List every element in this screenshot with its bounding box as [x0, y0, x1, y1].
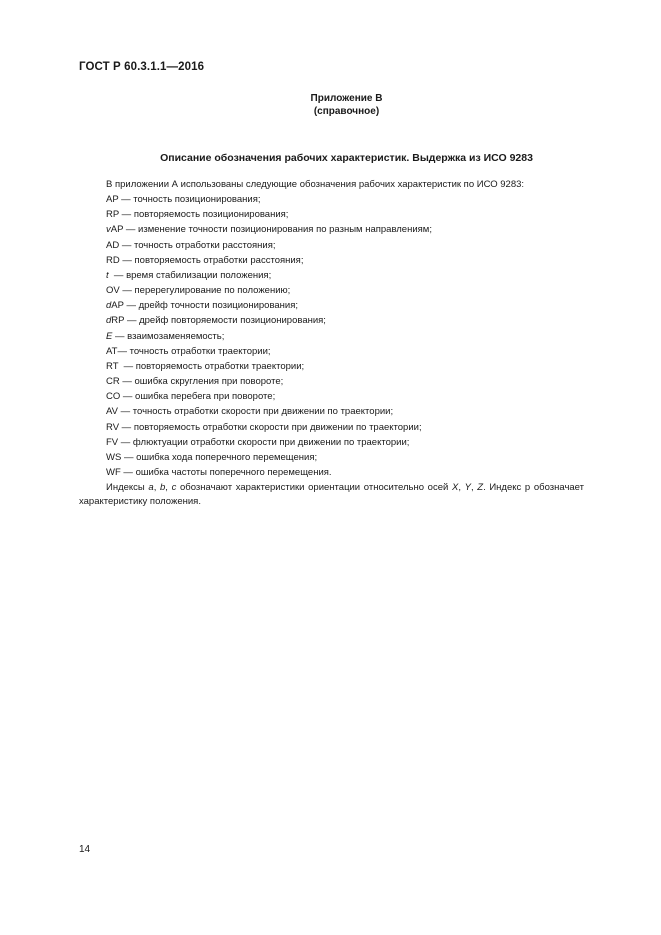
symbol-code: AP [111, 300, 124, 312]
symbol-prefix: E [106, 330, 113, 342]
note-index-b: b [160, 482, 166, 494]
designation-symbol [106, 437, 118, 448]
symbol-code: AP [110, 224, 124, 236]
designation-symbol [106, 406, 118, 417]
document-body [79, 177, 584, 509]
designation-description: ошибка скругления при повороте; [134, 376, 284, 388]
designation-symbol [106, 452, 121, 463]
dash-separator: — [119, 421, 134, 433]
designation-description: дрейф повторяемости позиционирования; [139, 315, 326, 327]
dash-separator: — [117, 345, 130, 357]
designation-description: повторяемость позиционирования; [133, 209, 289, 221]
list-item [79, 359, 584, 374]
symbol-code: AP [106, 194, 119, 206]
designation-symbol [106, 376, 120, 387]
designation-description: флюктуации отработки скорости при движении по траектории; [132, 436, 410, 448]
designation-description: точность отработки расстояния; [133, 239, 276, 251]
symbol-prefix: d [106, 300, 112, 312]
symbol-code: RT [106, 360, 119, 372]
designation-description: взаимозаменяемость; [127, 330, 225, 342]
list-item [79, 329, 584, 344]
symbol-code: AT [106, 345, 118, 357]
document-header: ГОСТ Р 60.3.1.1—2016 [79, 61, 205, 73]
symbol-prefix: t [106, 269, 109, 281]
dash-separator: — [118, 436, 133, 448]
note-text: . Индекс р обозначает характеристику положения. [79, 482, 584, 508]
designation-description: ошибка перебега при повороте; [135, 391, 276, 403]
dash-separator: — [120, 466, 136, 478]
designation-description: изменение точности позиционирования по разным направлениям; [138, 224, 432, 236]
designation-symbol [106, 391, 120, 402]
appendix-heading [0, 92, 661, 118]
dash-separator: — [119, 239, 134, 251]
page-number: 14 [79, 844, 91, 855]
dash-separator: — [121, 451, 137, 463]
list-item [79, 389, 584, 404]
list-item [79, 222, 584, 237]
symbol-prefix: v [106, 224, 111, 236]
list-item [79, 450, 584, 465]
designation-symbol [106, 422, 119, 433]
symbol-code: CR [106, 376, 120, 388]
note-text: Индексы [106, 482, 149, 494]
designation-symbol [106, 467, 121, 478]
symbol-code: AV [106, 406, 118, 418]
designation-symbol [106, 194, 119, 205]
symbol-code: RP [111, 315, 125, 327]
designation-symbol [106, 209, 119, 220]
designation-list [79, 192, 584, 480]
list-item [79, 283, 584, 298]
note-index-a: a [148, 482, 154, 494]
designation-description: точность отработки скорости при движении по траектории; [132, 406, 394, 418]
symbol-code: WF [106, 466, 121, 478]
dash-separator: — [123, 224, 139, 236]
designation-description: повторяемость отработки скорости при движении по траектории; [133, 421, 422, 433]
dash-separator: — [118, 360, 136, 372]
designation-description: перерегулирование по положению; [134, 285, 291, 297]
designation-description: время стабилизации положения; [126, 269, 272, 281]
list-item [79, 420, 584, 435]
dash-separator: — [108, 269, 127, 281]
dash-separator: — [119, 209, 134, 221]
list-item [79, 404, 584, 419]
list-item [79, 313, 584, 328]
designation-description: повторяемость отработки траектории; [135, 360, 305, 372]
note-text: , [470, 482, 478, 494]
dash-separator: — [119, 376, 135, 388]
list-item [79, 374, 584, 389]
note-text: , [165, 482, 172, 494]
designation-symbol [106, 361, 118, 372]
list-item [79, 192, 584, 207]
note-paragraph [79, 481, 584, 509]
list-item [79, 268, 584, 283]
note-index-c: c [171, 482, 177, 494]
symbol-code: RP [106, 209, 120, 221]
dash-separator: — [117, 406, 133, 418]
dash-separator: — [123, 300, 139, 312]
designation-symbol [106, 346, 117, 357]
list-item [79, 238, 584, 253]
note-axis-z: Z [477, 482, 484, 494]
dash-separator: — [120, 391, 136, 403]
symbol-code: FV [106, 436, 119, 448]
note-text: , [458, 482, 465, 494]
designation-description: точность позиционирования; [133, 194, 261, 206]
list-item [79, 435, 584, 450]
dash-separator: — [112, 330, 128, 342]
designation-symbol [106, 240, 119, 251]
designation-description: точность отработки траектории; [129, 345, 271, 357]
note-text: обозначают характеристики ориентации относительно осей [176, 482, 452, 494]
intro-paragraph: В приложении А использованы следующие обозначения рабочих характеристик по ИСО 9283: [106, 179, 525, 190]
designation-description: ошибка частоты поперечного перемещения. [135, 466, 332, 478]
symbol-code: AD [106, 239, 120, 251]
symbol-code: RD [106, 254, 120, 266]
designation-description: повторяемость отработки расстояния; [134, 254, 304, 266]
designation-symbol [106, 285, 120, 296]
designation-symbol [106, 255, 120, 266]
dash-separator: — [119, 285, 135, 297]
note-axis-y: Y [464, 482, 471, 494]
appendix-title: Приложение В [310, 93, 383, 104]
designation-description: ошибка хода поперечного перемещения; [136, 451, 318, 463]
symbol-code: RV [106, 421, 120, 433]
designation-symbol [106, 224, 123, 235]
list-item [79, 344, 584, 359]
list-item [79, 253, 584, 268]
note-text: , [153, 482, 160, 494]
symbol-code: WS [106, 451, 122, 463]
symbol-code: CO [106, 391, 121, 403]
dash-separator: — [119, 254, 135, 266]
dash-separator: — [118, 194, 134, 206]
list-item [79, 465, 584, 480]
designation-symbol [106, 315, 124, 326]
list-item [79, 207, 584, 222]
dash-separator: — [124, 315, 140, 327]
list-item [79, 298, 584, 313]
section-title: Описание обозначения рабочих характеристик. Выдержка из ИСО 9283 [160, 152, 533, 164]
symbol-code: OV [106, 285, 120, 297]
note-axis-x: X [451, 482, 459, 494]
symbol-prefix: d [106, 315, 112, 327]
appendix-subtitle: (справочное) [313, 106, 380, 117]
designation-symbol [106, 300, 124, 311]
designation-description: дрейф точности позиционирования; [138, 300, 299, 312]
